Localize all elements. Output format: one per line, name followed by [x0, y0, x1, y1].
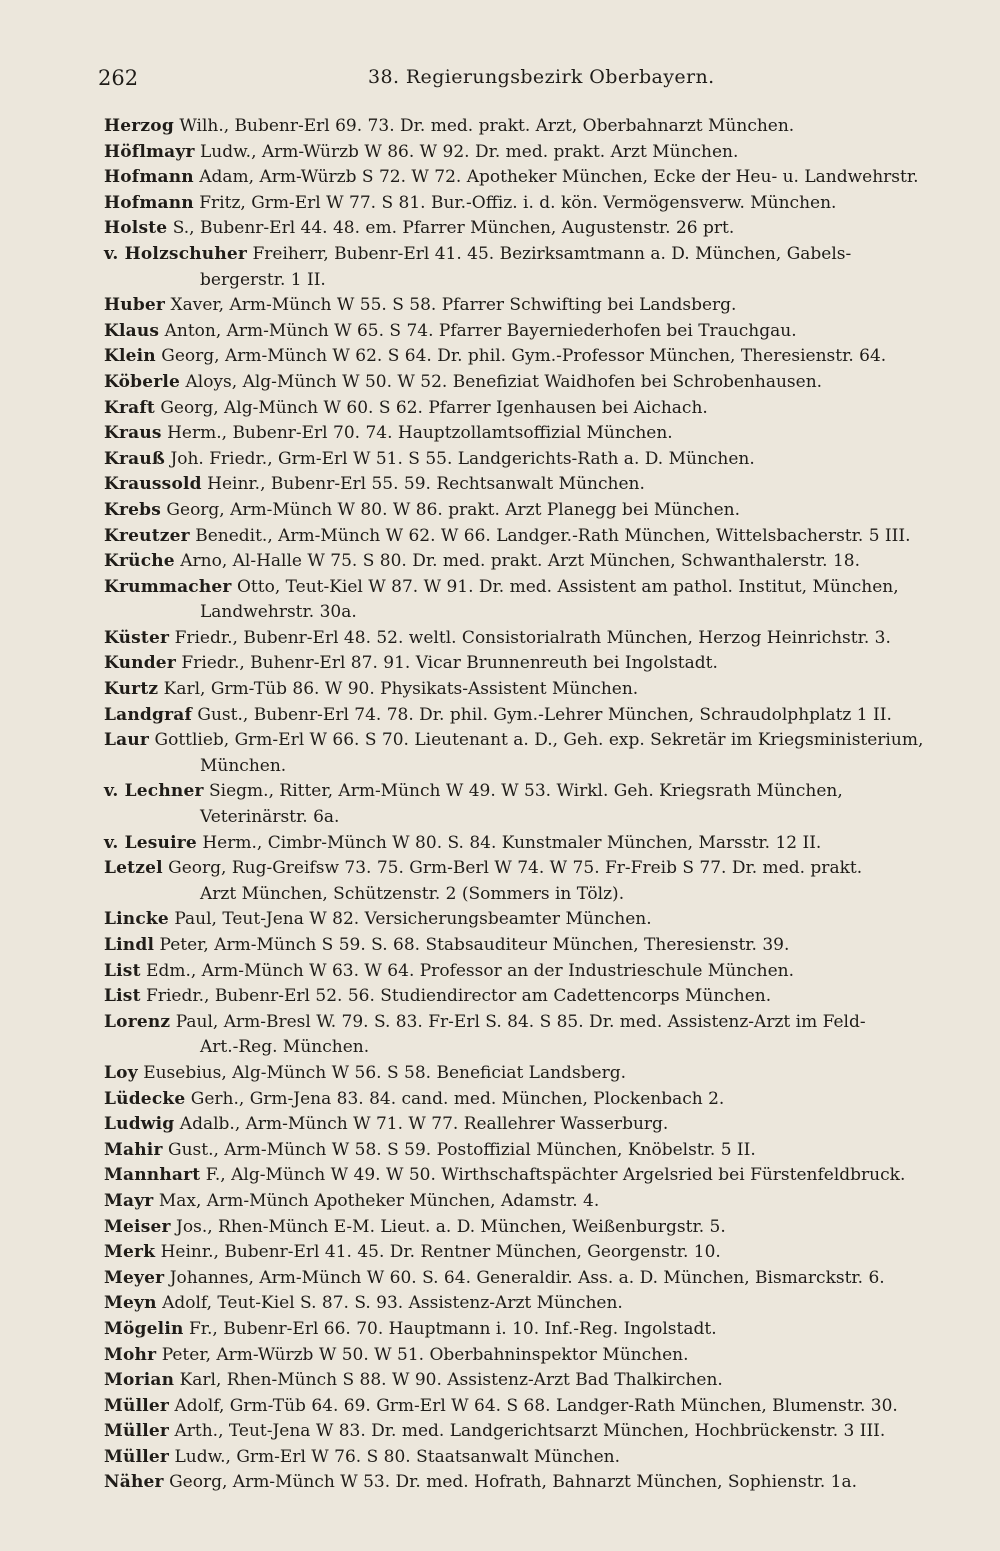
directory-entry — [104, 191, 942, 217]
entry-text: Otto, Teut-Kiel W 87. W 91. Dr. med. Assistent am pathol. Institut, München, — [236, 576, 899, 597]
directory-entry — [104, 1266, 942, 1292]
directory-entry — [104, 1343, 942, 1369]
entry-text: Gerh., Grm-Jena 83. 84. cand. med. München, Plockenbach 2. — [190, 1088, 725, 1109]
entry-name: Krüche — [104, 551, 175, 572]
directory-entry — [104, 1394, 942, 1420]
entry-text: F., Alg-Münch W 49. W 50. Wirthschaftspächter Argelsried bei Fürstenfeldbruck. — [205, 1165, 906, 1186]
entry-text: Edm., Arm-Münch W 63. W 64. Professor an der Industrieschule München. — [146, 960, 794, 981]
directory-entry — [104, 396, 942, 422]
entry-text: Herm., Cimbr-Münch W 80. S. 84. Kunstmaler München, Marsstr. 12 II. — [202, 832, 822, 853]
directory-entry — [104, 1368, 942, 1394]
entry-text: Friedr., Buhenr-Erl 87. 91. Vicar Brunnenreuth bei Ingolstadt. — [181, 653, 718, 674]
entry-text: Jos., Rhen-Münch E-M. Lieut. a. D. München, Weißenburgstr. 5. — [176, 1216, 726, 1237]
entry-continuation: München. — [200, 755, 287, 776]
directory-entry — [104, 114, 942, 140]
entry-name: List — [104, 986, 141, 1007]
entry-text: Peter, Arm-Würzb W 50. W 51. Oberbahninspektor München. — [161, 1344, 689, 1365]
entry-text: Adolf, Grm-Tüb 64. 69. Grm-Erl W 64. S 68. Landger-Rath München, Blumenstr. 30. — [174, 1395, 898, 1416]
entry-text: Aloys, Alg-Münch W 50. W 52. Benefiziat Waidhofen bei Schrobenhausen. — [185, 371, 823, 392]
entry-text: Peter, Arm-Münch S 59. S. 68. Stabsauditeur München, Theresienstr. 39. — [159, 935, 790, 955]
directory-entry — [104, 779, 942, 830]
directory-entry — [104, 933, 942, 959]
directory-entry — [104, 984, 942, 1010]
entry-text: Benedit., Arm-Münch W 62. W 66. Landger.-Rath München, Wittelsbacherstr. 5 III. — [195, 525, 911, 546]
entry-name: Kraft — [104, 397, 155, 418]
directory-entry — [104, 677, 942, 703]
entry-name: Krummacher — [104, 576, 232, 597]
directory-entry — [104, 1291, 942, 1317]
directory-entry — [104, 959, 942, 985]
entry-name: Landgraf — [104, 704, 192, 725]
entry-name: Lindl — [104, 935, 155, 955]
directory-entry — [104, 319, 942, 345]
entry-text: Anton, Arm-Münch W 65. S 74. Pfarrer Bayerniederhofen bei Trauchgau. — [164, 320, 797, 341]
entry-text: Arth., Teut-Jena W 83. Dr. med. Landgerichtsarzt München, Hochbrückenstr. 3 III. — [174, 1421, 886, 1442]
directory-entry — [104, 1163, 942, 1189]
entry-text: Joh. Friedr., Grm-Erl W 51. S 55. Landgerichts-Rath a. D. München. — [170, 448, 755, 469]
directory-entry — [104, 856, 942, 907]
directory-entry — [104, 1470, 942, 1496]
entry-name: Herzog — [104, 116, 174, 136]
entry-text: Friedr., Bubenr-Erl 48. 52. weltl. Consistorialrath München, Herzog Heinrichstr. 3. — [174, 627, 891, 648]
entry-name: Krebs — [104, 499, 162, 520]
entry-text: Georg, Arm-Münch W 80. W 86. prakt. Arzt Planegg bei München. — [166, 499, 741, 520]
page-header — [98, 66, 940, 96]
entry-name: v. Holzschuher — [104, 243, 248, 264]
entry-text: Karl, Grm-Tüb 86. W 90. Physikats-Assistent München. — [163, 679, 639, 700]
directory-entries — [104, 114, 942, 1496]
entry-name: Laur — [104, 730, 150, 751]
entry-name: Meyn — [104, 1293, 157, 1314]
entry-text: Adolf, Teut-Kiel S. 87. S. 93. Assistenz-Arzt München. — [162, 1293, 623, 1314]
directory-entry — [104, 447, 942, 473]
directory-entry — [104, 293, 942, 319]
entry-name: Kraussold — [104, 474, 202, 495]
directory-entry — [104, 140, 942, 166]
entry-text: Gottlieb, Grm-Erl W 66. S 70. Lieutenant a. D., Geh. exp. Sekretär im Kriegsministerium, — [154, 730, 924, 751]
directory-entry — [104, 1317, 942, 1343]
directory-entry — [104, 1215, 942, 1241]
entry-name: Meyer — [104, 1267, 165, 1288]
directory-entry — [104, 575, 942, 626]
entry-text: Max, Arm-Münch Apotheker München, Adamstr. 4. — [158, 1190, 600, 1211]
directory-entry — [104, 549, 942, 575]
entry-text: Friedr., Bubenr-Erl 52. 56. Studiendirector am Cadettencorps München. — [146, 986, 772, 1007]
directory-entry — [104, 907, 942, 933]
entry-text: Georg, Alg-Münch W 60. S 62. Pfarrer Igenhausen bei Aichach. — [160, 397, 708, 418]
directory-entry — [104, 1010, 942, 1061]
entry-text: Arno, Al-Halle W 75. S 80. Dr. med. prakt. Arzt München, Schwanthalerstr. 18. — [180, 551, 860, 572]
directory-entry — [104, 1445, 942, 1471]
entry-name: Lüdecke — [104, 1088, 186, 1109]
directory-entry — [104, 1087, 942, 1113]
entry-text: Herm., Bubenr-Erl 70. 74. Hauptzollamtsoffizial München. — [167, 423, 673, 444]
directory-entry — [104, 728, 942, 779]
entry-continuation: bergerstr. 1 II. — [200, 269, 326, 290]
entry-name: Letzel — [104, 858, 163, 879]
entry-text: Adam, Arm-Würzb S 72. W 72. Apotheker München, Ecke der Heu- u. Landwehrstr. — [199, 167, 919, 188]
entry-text: Ludw., Arm-Würzb W 86. W 92. Dr. med. prakt. Arzt München. — [200, 141, 739, 162]
entry-text: Gust., Arm-Münch W 58. S 59. Postoffizial München, Knöbelstr. 5 II. — [168, 1139, 756, 1160]
entry-text: Georg, Arm-Münch W 62. S 64. Dr. phil. Gym.-Professor München, Theresienstr. 64. — [161, 346, 887, 367]
entry-text: Georg, Arm-Münch W 53. Dr. med. Hofrath, Bahnarzt München, Sophienstr. 1a. — [169, 1472, 858, 1493]
entry-name: Meiser — [104, 1216, 171, 1237]
entry-text: Fr., Bubenr-Erl 66. 70. Hauptmann i. 10. Inf.-Reg. Ingolstadt. — [188, 1318, 717, 1339]
directory-entry — [104, 524, 942, 550]
directory-entry — [104, 1419, 942, 1445]
running-title: 38. Regierungsbezirk Oberbayern. — [368, 66, 715, 88]
entry-text: Paul, Teut-Jena W 82. Versicherungsbeamter München. — [174, 909, 652, 930]
directory-entry — [104, 472, 942, 498]
entry-text: Ludw., Grm-Erl W 76. S 80. Staatsanwalt München. — [174, 1446, 621, 1467]
directory-entry — [104, 1138, 942, 1164]
entry-name: Klaus — [104, 320, 160, 341]
entry-name: v. Lechner — [104, 781, 204, 802]
directory-entry — [104, 421, 942, 447]
entry-text: Karl, Rhen-Münch S 88. W 90. Assistenz-Arzt Bad Thalkirchen. — [179, 1370, 723, 1391]
entry-name: List — [104, 960, 141, 981]
entry-name: Huber — [104, 295, 166, 316]
entry-continuation: Art.-Reg. München. — [200, 1037, 370, 1058]
entry-name: Klein — [104, 346, 156, 367]
entry-name: Kurtz — [104, 679, 159, 700]
entry-name: Krauß — [104, 448, 166, 469]
directory-entry — [104, 1240, 942, 1266]
entry-text: Xaver, Arm-Münch W 55. S 58. Pfarrer Schwifting bei Landsberg. — [170, 295, 737, 316]
entry-text: S., Bubenr-Erl 44. 48. em. Pfarrer München, Augustenstr. 26 prt. — [172, 218, 735, 239]
entry-name: Kunder — [104, 653, 176, 674]
directory-entry — [104, 498, 942, 524]
entry-name: Lorenz — [104, 1011, 171, 1032]
directory-entry — [104, 1189, 942, 1215]
entry-name: Müller — [104, 1395, 170, 1416]
directory-entry — [104, 216, 942, 242]
entry-name: Mahir — [104, 1139, 163, 1160]
entry-name: Köberle — [104, 371, 181, 392]
entry-text: Georg, Rug-Greifsw 73. 75. Grm-Berl W 74. W 75. Fr-Freib S 77. Dr. med. prakt. — [168, 858, 863, 879]
entry-name: Lincke — [104, 909, 169, 930]
entry-text: Adalb., Arm-Münch W 71. W 77. Reallehrer Wasserburg. — [179, 1114, 669, 1135]
entry-name: Höflmayr — [104, 141, 195, 162]
entry-name: Hofmann — [104, 167, 194, 188]
directory-entry — [104, 651, 942, 677]
entry-text: Heinr., Bubenr-Erl 41. 45. Dr. Rentner München, Georgenstr. 10. — [160, 1242, 721, 1263]
directory-entry — [104, 165, 942, 191]
entry-text: Fritz, Grm-Erl W 77. S 81. Bur.-Offiz. i. d. kön. Vermögensverw. München. — [199, 192, 837, 213]
entry-text: Eusebius, Alg-Münch W 56. S 58. Beneficiat Landsberg. — [143, 1062, 627, 1083]
directory-entry — [104, 831, 942, 857]
entry-name: Küster — [104, 627, 170, 648]
entry-text: Siegm., Ritter, Arm-Münch W 49. W 53. Wirkl. Geh. Kriegsrath München, — [209, 781, 843, 802]
entry-text: Heinr., Bubenr-Erl 55. 59. Rechtsanwalt München. — [207, 474, 645, 495]
entry-name: Hofmann — [104, 192, 194, 213]
entry-name: Müller — [104, 1446, 170, 1467]
directory-entry — [104, 370, 942, 396]
entry-name: Holste — [104, 218, 168, 239]
entry-name: Näher — [104, 1472, 164, 1493]
entry-name: v. Lesuire — [104, 832, 197, 853]
entry-name: Mögelin — [104, 1318, 184, 1339]
directory-entry — [104, 626, 942, 652]
entry-name: Kraus — [104, 423, 162, 444]
directory-entry — [104, 1061, 942, 1087]
entry-text: Johannes, Arm-Münch W 60. S. 64. Generaldir. Ass. a. D. München, Bismarckstr. 6. — [169, 1267, 885, 1288]
entry-continuation: Arzt München, Schützenstr. 2 (Sommers in Tölz). — [200, 883, 625, 904]
entry-text: Freiherr, Bubenr-Erl 41. 45. Bezirksamtmann a. D. München, Gabels- — [252, 243, 852, 264]
entry-text: Wilh., Bubenr-Erl 69. 73. Dr. med. prakt. Arzt, Oberbahnarzt München. — [179, 116, 795, 136]
entry-name: Merk — [104, 1242, 156, 1263]
entry-name: Müller — [104, 1421, 170, 1442]
entry-name: Mohr — [104, 1344, 157, 1365]
entry-name: Mayr — [104, 1190, 154, 1211]
page-number: 262 — [98, 66, 139, 90]
entry-text: Paul, Arm-Bresl W. 79. S. 83. Fr-Erl S. 84. S 85. Dr. med. Assistenz-Arzt im Feld- — [175, 1011, 866, 1032]
directory-entry — [104, 703, 942, 729]
entry-name: Kreutzer — [104, 525, 190, 546]
entry-name: Mannhart — [104, 1165, 201, 1186]
entry-name: Ludwig — [104, 1114, 175, 1135]
entry-continuation: Landwehrstr. 30a. — [200, 602, 357, 623]
entry-continuation: Veterinärstr. 6a. — [200, 807, 340, 828]
directory-entry — [104, 344, 942, 370]
entry-text: Gust., Bubenr-Erl 74. 78. Dr. phil. Gym.-Lehrer München, Schraudolphplatz 1 II. — [197, 704, 892, 725]
directory-entry — [104, 1112, 942, 1138]
entry-name: Loy — [104, 1062, 138, 1083]
entry-name: Morian — [104, 1370, 175, 1391]
directory-entry — [104, 242, 942, 293]
